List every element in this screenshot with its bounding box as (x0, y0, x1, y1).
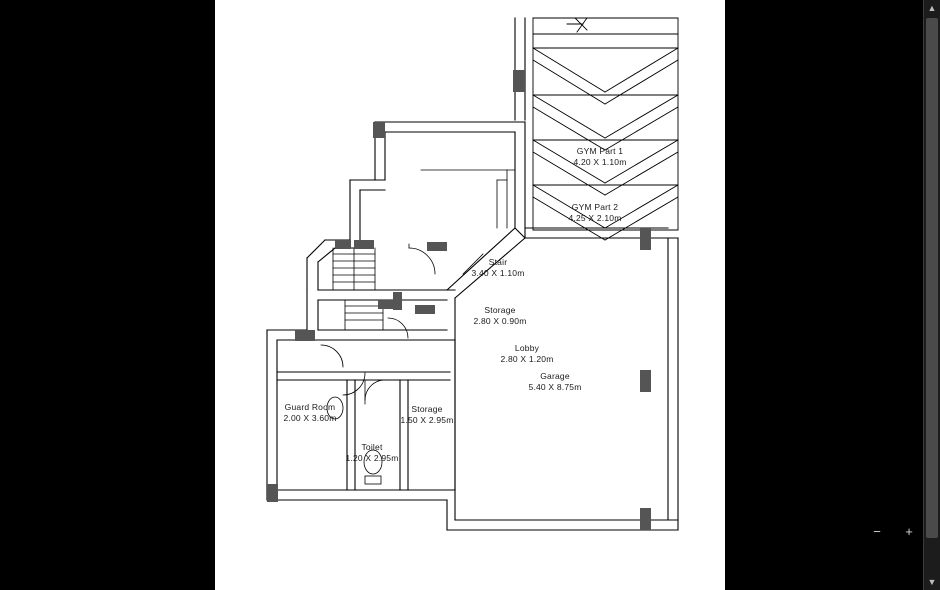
floor-plan-drawing (215, 0, 725, 590)
zoom-in-button[interactable]: + (905, 524, 913, 539)
room-label-lobby (501, 343, 554, 365)
room-label-gym-part-2 (569, 202, 622, 224)
room-label-stair (472, 257, 525, 279)
vertical-scrollbar[interactable] (923, 0, 940, 590)
scrollbar-thumb[interactable] (926, 18, 938, 538)
room-dimensions: 2.80 X 0.90m (473, 316, 527, 326)
room-name: Storage (484, 305, 516, 315)
right-gutter (725, 0, 735, 590)
room-dimensions: 1.20 X 2.95m (345, 453, 399, 463)
zoom-out-button[interactable]: − (873, 524, 881, 539)
room-name: Storage (411, 404, 443, 414)
room-label-garage (529, 371, 582, 393)
room-label-gym-part-1 (574, 146, 627, 168)
left-gutter (205, 0, 215, 590)
room-name: GYM Part 2 (571, 202, 619, 212)
room-dimensions: 4.25 X 2.10m (568, 213, 622, 223)
room-name: Guard Room (284, 402, 336, 412)
right-letterbox (735, 0, 940, 590)
room-dimensions: 5.40 X 8.75m (528, 382, 582, 392)
room-dimensions: 2.80 X 1.20m (500, 354, 554, 364)
left-letterbox (0, 0, 205, 590)
drawing-page[interactable] (215, 0, 725, 590)
room-name: Toilet (361, 442, 383, 452)
room-label-storage-lower (401, 404, 454, 426)
room-dimensions: 4.20 X 1.10m (573, 157, 627, 167)
room-label-storage-upper (474, 305, 527, 327)
room-name: Stair (488, 257, 508, 267)
room-name: GYM Part 1 (576, 146, 624, 156)
scroll-down-arrow-icon[interactable]: ▼ (927, 577, 937, 587)
room-label-toilet (346, 442, 399, 464)
room-dimensions: 2.00 X 3.60m (283, 413, 337, 423)
room-dimensions: 1.50 X 2.95m (400, 415, 454, 425)
room-name: Lobby (514, 343, 540, 353)
scroll-up-arrow-icon[interactable]: ▲ (927, 3, 937, 13)
zoom-controls (870, 525, 916, 538)
room-label-guard-room (284, 402, 337, 424)
room-dimensions: 3.40 X 1.10m (471, 268, 525, 278)
floor-plan-svg (215, 0, 725, 590)
room-name: Garage (540, 371, 570, 381)
